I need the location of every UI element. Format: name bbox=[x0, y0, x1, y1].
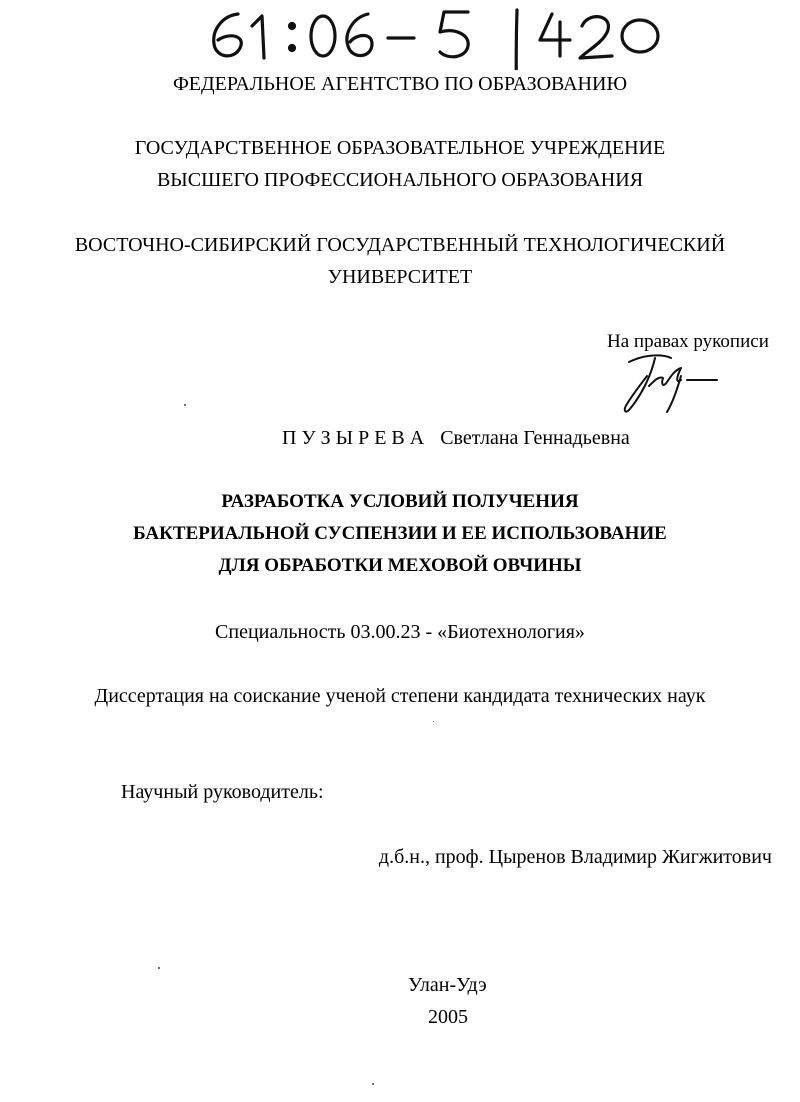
university-line2: УНИВЕРСИТЕТ bbox=[327, 266, 473, 288]
hw-digit-2 bbox=[580, 17, 612, 58]
supervisor-name: д.б.н., проф. Цыренов Владимир Жигжитович bbox=[378, 846, 772, 868]
hw-colon-top bbox=[290, 24, 295, 29]
hw-colon-bottom bbox=[290, 46, 295, 51]
institution-line1: ГОСУДАРСТВЕННОЕ ОБРАЗОВАТЕЛЬНОЕ УЧРЕЖДЕНИЕ bbox=[134, 137, 666, 159]
author-given-names: Светлана Геннадьевна bbox=[440, 427, 630, 449]
hw-digit-6 bbox=[214, 14, 242, 56]
agency-header: ФЕДЕРАЛЬНОЕ АГЕНТСТВО ПО ОБРАЗОВАНИЮ bbox=[172, 73, 627, 95]
author-line bbox=[282, 426, 630, 450]
scan-speck bbox=[184, 404, 186, 406]
scan-speck bbox=[372, 1083, 374, 1085]
hw-bar bbox=[516, 10, 517, 70]
signature bbox=[615, 340, 725, 420]
city: Улан-Удэ bbox=[408, 974, 487, 996]
thesis-title-line3: ДЛЯ ОБРАБОТКИ МЕХОВОЙ ОВЧИНЫ bbox=[218, 555, 582, 576]
thesis-title-line2: БАКТЕРИАЛЬНОЙ СУСПЕНЗИИ И ЕЕ ИСПОЛЬЗОВАНИЕ bbox=[133, 523, 667, 544]
supervisor-label: Научный руководитель: bbox=[121, 781, 324, 803]
handwritten-archive-number bbox=[0, 0, 800, 70]
hw-digit-4 bbox=[540, 14, 570, 56]
hw-digit-1 bbox=[252, 16, 264, 58]
scan-speck bbox=[158, 967, 160, 969]
thesis-title-line1: РАЗРАБОТКА УСЛОВИЙ ПОЛУЧЕНИЯ bbox=[221, 491, 579, 512]
hw-digit-5 bbox=[440, 12, 468, 57]
hw-digit-0b bbox=[622, 20, 658, 52]
hw-digit-0a bbox=[311, 16, 335, 56]
institution-line2: ВЫСШЕГО ПРОФЕССИОНАЛЬНОГО ОБРАЗОВАНИЯ bbox=[156, 169, 644, 191]
degree-statement: Диссертация на соискание ученой степени кандидата технических наук bbox=[94, 685, 706, 707]
university-line1: ВОСТОЧНО-СИБИРСКИЙ ГОСУДАРСТВЕННЫЙ ТЕХНОЛОГИЧЕСКИЙ bbox=[74, 234, 726, 256]
specialty: Специальность 03.00.23 - «Биотехнология» bbox=[215, 621, 585, 643]
scan-speck bbox=[433, 721, 434, 722]
author-surname: П У З Ы Р Е В А bbox=[282, 427, 425, 449]
hw-digit-6b bbox=[347, 14, 372, 56]
manuscript-note: На правах рукописи bbox=[607, 331, 769, 352]
year: 2005 bbox=[428, 1006, 468, 1028]
